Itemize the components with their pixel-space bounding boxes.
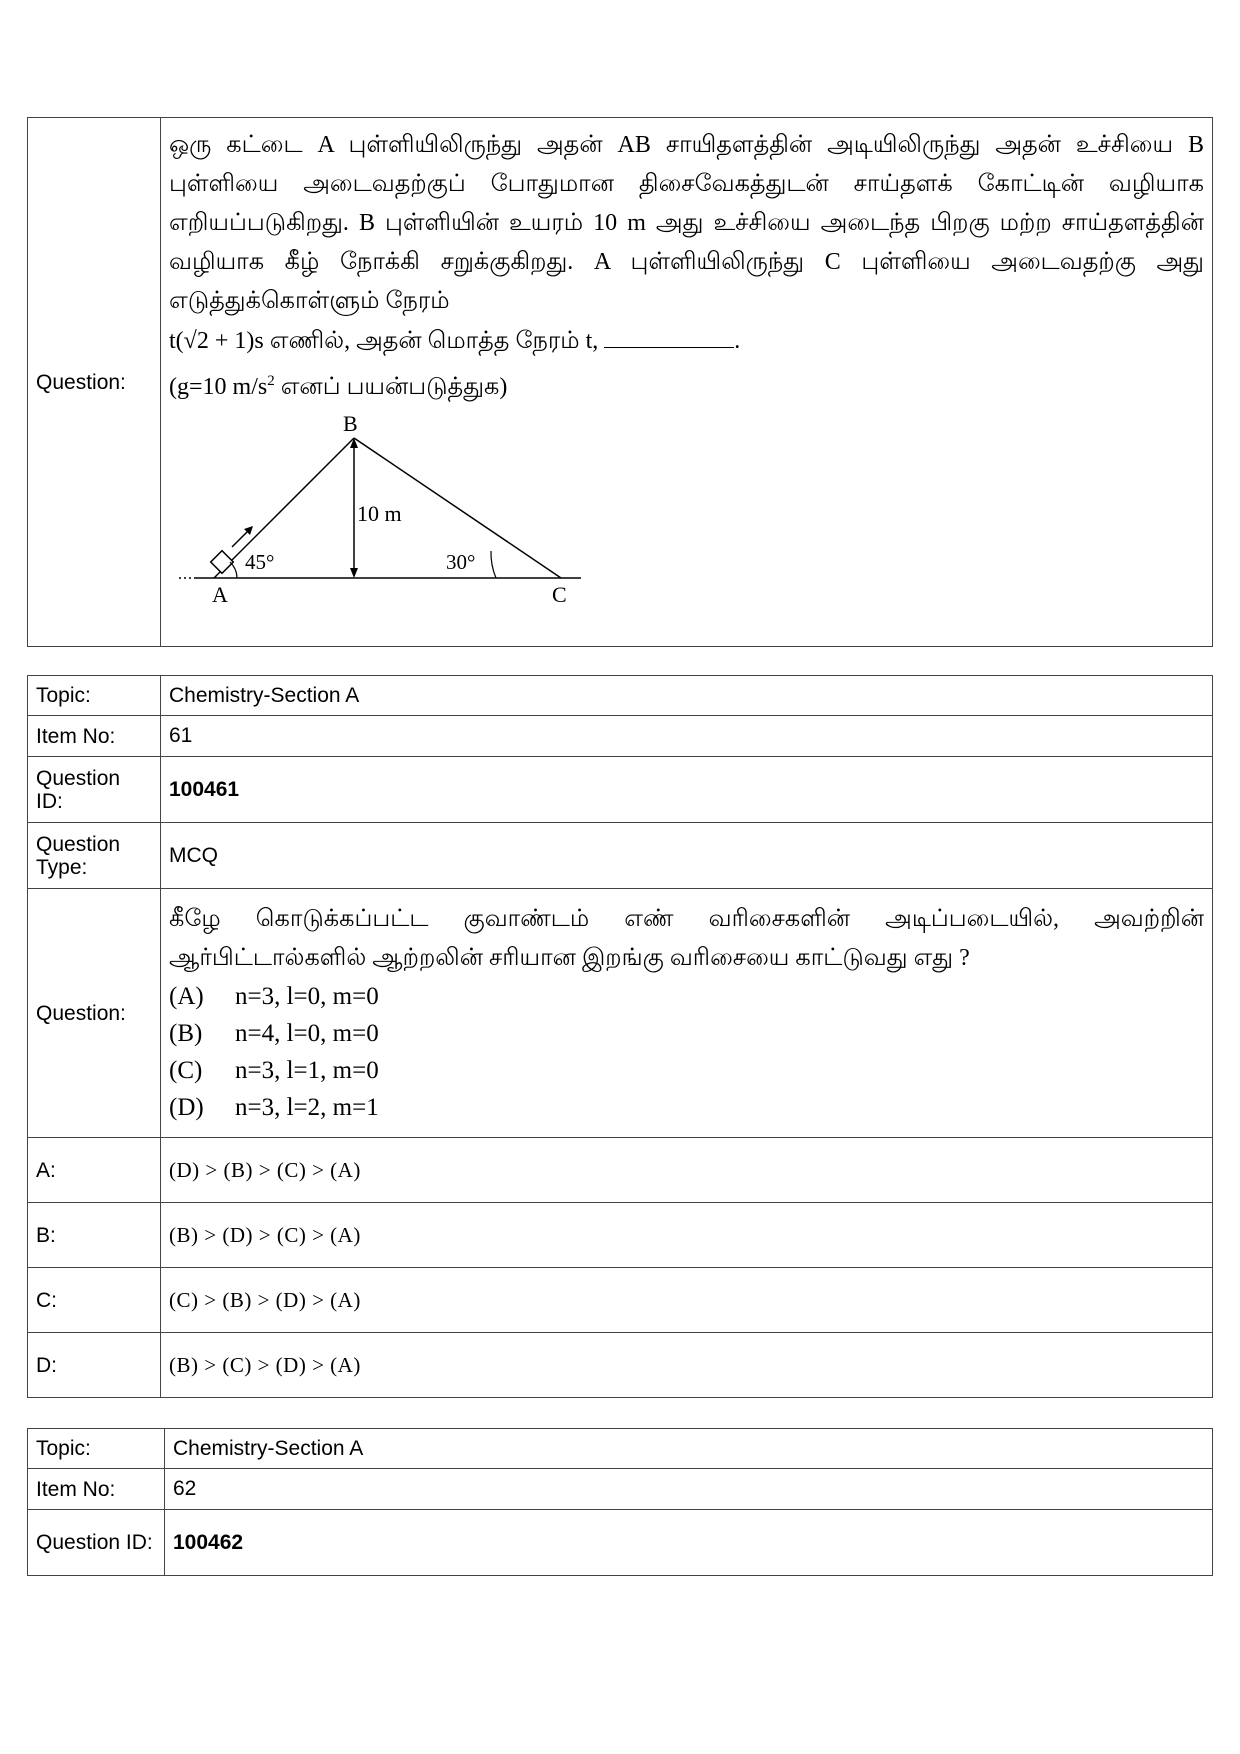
- question-body: [161, 889, 1213, 1138]
- question-61-table: [27, 675, 1213, 1398]
- question-62-table: [27, 1428, 1213, 1576]
- g-sup: 2: [267, 373, 275, 389]
- item-label: Item No:: [28, 716, 161, 757]
- topic-row: [28, 1429, 1213, 1469]
- height-label: 10 m: [357, 501, 402, 526]
- topic-label: Topic:: [28, 676, 161, 716]
- label-c: C: [552, 582, 567, 607]
- question-type-row: [28, 823, 1213, 889]
- formula-prefix: t(: [169, 328, 184, 354]
- answer-row-b: [28, 1203, 1213, 1268]
- answer-text: (B) > (C) > (D) > (A): [161, 1333, 1213, 1398]
- angle-arc-right: [491, 551, 496, 578]
- option-list: [169, 978, 1204, 1126]
- item-value: 62: [165, 1469, 1213, 1510]
- option-item: (B) n=4, l=0, m=0: [169, 1020, 379, 1047]
- gravity-note: [169, 361, 1204, 407]
- question-60-table: [27, 117, 1213, 647]
- answer-label: C:: [28, 1268, 161, 1333]
- question-formula-line: [169, 321, 1204, 361]
- answer-text: (B) > (D) > (C) > (A): [161, 1203, 1213, 1268]
- question-id-row: [28, 1510, 1213, 1576]
- question-paragraph: கீழே கொடுக்கப்பட்ட குவாண்டம் எண் வரிசைகளின் அடிப்படையில், அவற்றின் ஆர்பிட்டால்களில் ஆற்றலின் சரியான இறங்கு வரிசையை காட்டுவது எது ?: [169, 906, 1204, 971]
- answer-text: (D) > (B) > (C) > (A): [161, 1138, 1213, 1203]
- formula-suffix: + 1)s: [208, 328, 264, 354]
- g-text: எனப் பயன்படுத்துக): [274, 374, 508, 400]
- angle-left-label: 45°: [245, 550, 275, 574]
- question-label: Question:: [28, 118, 161, 647]
- question-id-value: 100461: [161, 757, 1213, 823]
- question-id-value: 100462: [165, 1510, 1213, 1576]
- item-row: [28, 716, 1213, 757]
- blank-end: .: [734, 328, 741, 354]
- formula-text: எணில், அதன் மொத்த நேரம் t,: [263, 328, 599, 354]
- g-prefix: (g=10 m/s: [169, 374, 268, 400]
- option-item: (D) n=3, l=2, m=1: [169, 1094, 379, 1121]
- answer-row-a: [28, 1138, 1213, 1203]
- item-row: [28, 1469, 1213, 1510]
- answer-row-c: [28, 1268, 1213, 1333]
- answer-text: (C) > (B) > (D) > (A): [161, 1268, 1213, 1333]
- topic-label: Topic:: [28, 1429, 165, 1469]
- incline-figure: [169, 411, 589, 611]
- block-shape: [211, 551, 234, 574]
- angle-right-label: 30°: [446, 550, 476, 574]
- question-row: [28, 889, 1213, 1138]
- answer-row-d: [28, 1333, 1213, 1398]
- label-a: A: [212, 582, 228, 607]
- topic-row: [28, 676, 1213, 716]
- answer-blank: [604, 327, 734, 348]
- height-arrow-bottom: [350, 568, 358, 578]
- question-paragraph: ஒரு கட்டை A புள்ளியிலிருந்து அதன் AB சாயிதளத்தின் அடியிலிருந்து அதன் உச்சியை B புள்ளியை அடைவதற்குப் போதுமான திசைவேகத்துடன் சாய்தளக் கோட்டின் வழியாக எறியப்படுகிறது. B புள்ளியின் உயரம் 10 m அது உச்சியை அடைந்த பிறகு மற்ற சாய்தளத்தின் வழியாக கீழ் நோக்கி சறுக்குகிறது. A புள்ளியிலிருந்து C புள்ளியை அடைவதற்கு அது எடுத்துக்கொள்ளும் நேரம்: [169, 132, 1204, 314]
- incline-ab: [214, 438, 354, 578]
- question-label: Question:: [28, 889, 161, 1138]
- label-b: B: [343, 411, 358, 436]
- option-item: (C) n=3, l=1, m=0: [169, 1057, 379, 1084]
- question-id-label: Question ID:: [28, 757, 161, 823]
- question-id-label: Question ID:: [28, 1510, 165, 1576]
- item-value: 61: [161, 716, 1213, 757]
- question-body: [161, 118, 1213, 647]
- question-type-label: Question Type:: [28, 823, 161, 889]
- question-type-value: MCQ: [161, 823, 1213, 889]
- topic-value: Chemistry-Section A: [161, 676, 1213, 716]
- formula-sqrt: √2: [183, 328, 209, 354]
- answer-label: B:: [28, 1203, 161, 1268]
- topic-value: Chemistry-Section A: [165, 1429, 1213, 1469]
- option-item: (A) n=3, l=0, m=0: [169, 983, 379, 1010]
- answer-label: D:: [28, 1333, 161, 1398]
- answer-label: A:: [28, 1138, 161, 1203]
- question-id-row: [28, 757, 1213, 823]
- item-label: Item No:: [28, 1469, 165, 1510]
